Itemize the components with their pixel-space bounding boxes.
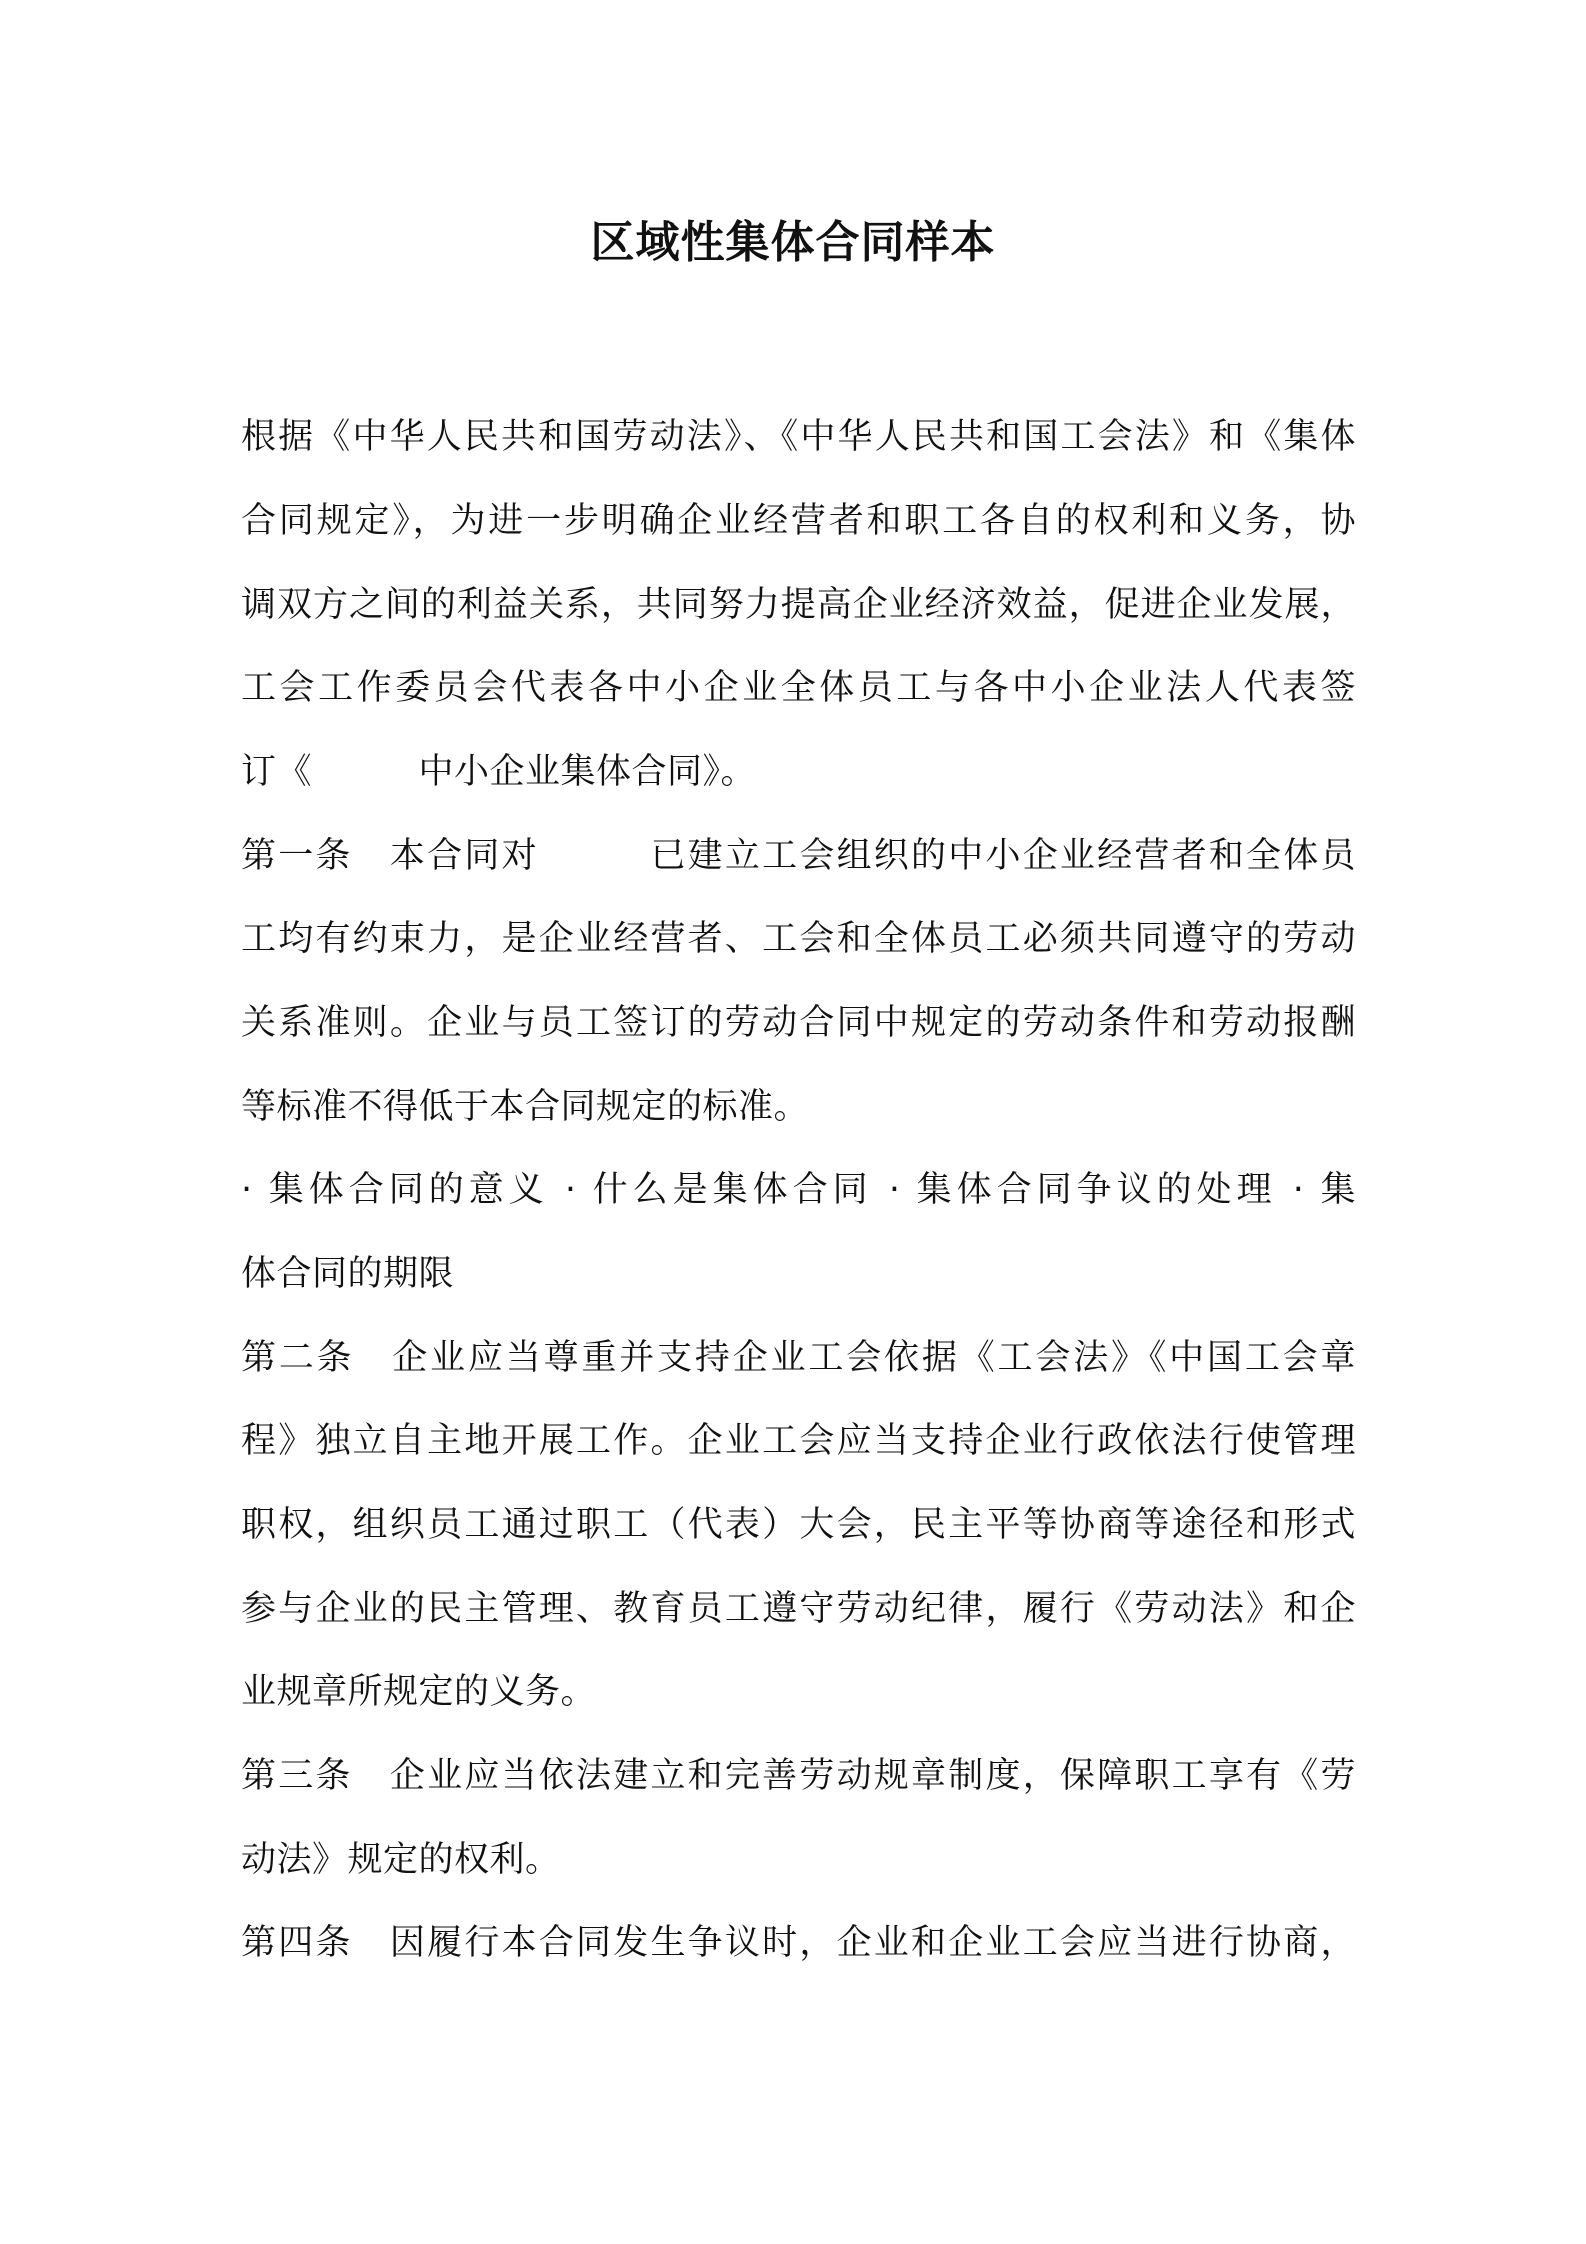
text-line: 动法》规定的权利。 [241,1840,561,1880]
text-line: 第四条 因履行本合同发生争议时，企业和企业工会应当进行协商， [241,1923,1356,1963]
text-line: 参与企业的民主管理、教育员工遵守劳动纪律，履行《劳动法》和企 [241,1589,1356,1629]
text-line: 业规章所规定的义务。 [241,1672,597,1712]
text-line: · 集体合同的意义 · 什么是集体合同 · 集体合同争议的处理 · 集 [241,1170,1356,1210]
document-title: 区域性集体合同样本 [590,217,996,268]
text-line: 合同规定》，为进一步明确企业经营者和职工各自的权利和义务，协 [241,501,1356,541]
text-line: 工均有约束力，是企业经营者、工会和全体员工必须共同遵守的劳动 [241,919,1356,959]
text-line: 关系准则。企业与员工签订的劳动合同中规定的劳动条件和劳动报酬 [241,1003,1356,1043]
text-line: 根据《中华人民共和国劳动法》、《中华人民共和国工会法》和《集体 [241,417,1356,457]
text-line: 第二条 企业应当尊重并支持企业工会依据《工会法》《中国工会章 [241,1338,1356,1378]
text-line: 第三条 企业应当依法建立和完善劳动规章制度，保障职工享有《劳 [241,1756,1356,1796]
text-line: 调双方之间的利益关系，共同努力提高企业经济效益，促进企业发展， [241,585,1356,625]
text-line: 工会工作委员会代表各中小企业全体员工与各中小企业法人代表签 [241,668,1356,708]
text-line: 体合同的期限 [241,1254,455,1294]
text-line: 等标准不得低于本合同规定的标准。 [241,1087,810,1127]
text-line: 订《 中小企业集体合同》。 [241,752,757,792]
text-line: 程》独立自主地开展工作。企业工会应当支持企业行政依法行使管理 [241,1421,1356,1461]
text-line: 第一条 本合同对 已建立工会组织的中小企业经营者和全体员 [241,836,1356,876]
text-line: 职权，组织员工通过职工（代表）大会，民主平等协商等途径和形式 [241,1505,1356,1545]
